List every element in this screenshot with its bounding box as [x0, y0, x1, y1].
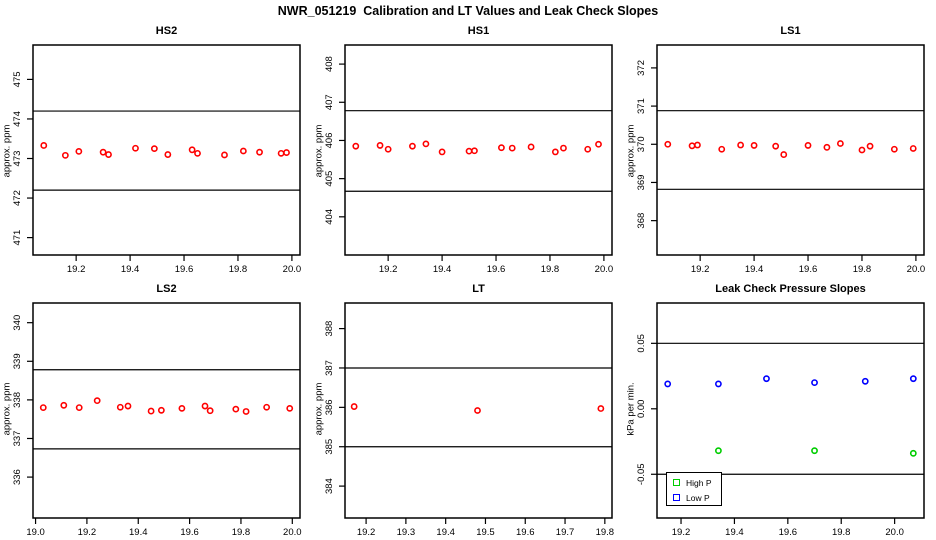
y-tick-label: 371	[636, 98, 647, 115]
data-point	[76, 149, 81, 154]
plot-border	[345, 303, 612, 518]
data-point	[867, 144, 872, 149]
data-point	[738, 142, 743, 147]
data-point	[159, 408, 164, 413]
data-point	[95, 398, 100, 403]
data-point	[195, 151, 200, 156]
y-tick-label: 369	[636, 174, 647, 191]
x-tick-label: 19.4	[120, 264, 140, 275]
data-point	[510, 145, 515, 150]
x-tick-label: 19.4	[725, 527, 744, 538]
data-point	[106, 152, 111, 157]
x-tick-label: 19.4	[744, 264, 764, 275]
y-tick-label: 473	[12, 150, 23, 167]
panel-lt	[312, 278, 624, 540]
data-point	[233, 407, 238, 412]
data-point	[911, 376, 916, 381]
data-point	[63, 153, 68, 158]
y-tick-label: 406	[324, 132, 335, 149]
y-tick-label: 0.05	[636, 334, 647, 353]
data-point	[665, 142, 670, 147]
figure-title: NWR_051219 Calibration and LT Values and Leak Check Slopes	[277, 4, 659, 18]
panel-ls2	[0, 278, 312, 540]
x-tick-label: 19.8	[540, 264, 560, 275]
legend-item-low-p	[673, 490, 721, 505]
data-point	[279, 151, 284, 156]
data-point	[61, 403, 66, 408]
panel-ls1	[624, 20, 936, 282]
data-point	[475, 408, 480, 413]
x-tick-label: 19.6	[486, 264, 506, 275]
x-tick-label: 19.6	[174, 264, 194, 275]
data-point	[838, 141, 843, 146]
x-tick-label: 19.4	[436, 527, 455, 538]
data-point	[41, 405, 46, 410]
panel-title-leak-check: Leak Check Pressure Slopes	[715, 283, 866, 295]
legend-item-high-p	[673, 475, 721, 490]
plot-border	[657, 45, 924, 255]
y-tick-label: 370	[636, 136, 647, 153]
x-tick-label: 19.4	[432, 264, 452, 275]
data-point	[863, 379, 868, 384]
data-point	[751, 143, 756, 148]
low-p-square-icon	[673, 494, 680, 501]
x-tick-label: 19.6	[516, 527, 535, 538]
y-tick-label: 368	[636, 212, 647, 229]
leak-legend	[666, 472, 722, 506]
plot-ls2	[0, 278, 312, 540]
y-tick-label: 408	[324, 56, 335, 73]
x-tick-label: 19.8	[231, 527, 251, 538]
data-point	[152, 146, 157, 151]
data-point	[499, 145, 504, 150]
y-tick-label: 0.00	[636, 399, 647, 419]
data-point	[353, 144, 358, 149]
data-point	[179, 406, 184, 411]
data-point	[859, 147, 864, 152]
y-tick-label: 475	[12, 71, 23, 88]
data-point	[439, 149, 444, 154]
data-point	[665, 381, 670, 386]
y-tick-label: 388	[324, 320, 335, 337]
data-point	[812, 448, 817, 453]
data-point	[561, 145, 566, 150]
data-point	[410, 144, 415, 149]
x-tick-label: 19.8	[831, 527, 851, 538]
x-tick-label: 19.2	[77, 527, 97, 538]
data-point	[824, 145, 829, 150]
x-tick-label: 19.8	[228, 264, 248, 275]
y-tick-label: -0.05	[636, 463, 647, 486]
y-tick-label: 338	[12, 391, 23, 408]
plot-border	[33, 303, 300, 518]
x-tick-label: 20.0	[283, 527, 302, 538]
y-tick-label: 386	[324, 399, 335, 416]
x-tick-label: 20.0	[282, 264, 302, 275]
data-point	[812, 380, 817, 385]
data-point	[689, 143, 694, 148]
data-point	[911, 451, 916, 456]
data-point	[472, 148, 477, 153]
data-point	[528, 144, 533, 149]
data-point	[243, 409, 248, 414]
plot-lt	[312, 278, 624, 540]
panel-title-ls1: LS1	[780, 25, 801, 37]
x-tick-label: 19.6	[778, 527, 798, 538]
y-tick-label: 337	[12, 430, 23, 447]
panel-title-hs2: HS2	[155, 25, 178, 37]
data-point	[598, 406, 603, 411]
data-point	[284, 150, 289, 155]
data-point	[125, 403, 130, 408]
y-tick-label: 474	[12, 111, 23, 127]
high-p-square-icon	[673, 479, 680, 486]
y-axis-label-leak-check: kPa per min.	[625, 382, 637, 436]
y-tick-label: 404	[324, 208, 335, 225]
y-axis-label-lt: approx. ppm	[313, 382, 325, 436]
data-point	[133, 146, 138, 151]
y-tick-label: 472	[12, 190, 23, 206]
y-axis-label-hs2: approx. ppm	[1, 124, 13, 178]
x-tick-label: 19.6	[798, 264, 818, 275]
y-tick-label: 405	[324, 170, 335, 187]
y-tick-label: 336	[12, 469, 23, 486]
x-tick-label: 19.2	[690, 264, 710, 275]
data-point	[377, 143, 382, 148]
x-tick-label: 19.4	[129, 527, 148, 538]
data-point	[41, 143, 46, 148]
x-tick-label: 20.0	[885, 527, 904, 538]
panel-title-hs1: HS1	[467, 25, 490, 37]
data-point	[148, 408, 153, 413]
data-point	[190, 147, 195, 152]
data-point	[716, 381, 721, 386]
data-point	[257, 150, 262, 155]
x-tick-label: 19.2	[378, 264, 398, 275]
data-point	[892, 147, 897, 152]
data-point	[208, 408, 213, 413]
legend-label-low-p: Low P	[686, 492, 710, 503]
data-point	[423, 141, 428, 146]
data-point	[101, 150, 106, 155]
x-tick-label: 19.2	[66, 264, 86, 275]
data-point	[764, 376, 769, 381]
x-tick-label: 19.8	[595, 527, 615, 538]
x-tick-label: 19.5	[476, 527, 495, 538]
plot-ls1	[624, 20, 936, 282]
panel-leak-check	[624, 278, 936, 540]
data-point	[911, 146, 916, 151]
x-tick-label: 19.2	[671, 527, 691, 538]
data-point	[165, 152, 170, 157]
y-tick-label: 384	[324, 478, 335, 495]
y-tick-label: 372	[636, 59, 647, 76]
x-tick-label: 19.7	[555, 527, 575, 538]
data-point	[118, 405, 123, 410]
data-point	[695, 142, 700, 147]
panel-hs1	[312, 20, 624, 282]
data-point	[781, 152, 786, 157]
data-point	[386, 147, 391, 152]
data-point	[222, 152, 227, 157]
data-point	[287, 406, 292, 411]
x-tick-label: 20.0	[906, 264, 926, 275]
x-tick-label: 19.6	[180, 527, 199, 538]
y-tick-label: 387	[324, 360, 335, 376]
x-tick-label: 19.2	[356, 527, 376, 538]
y-tick-label: 339	[12, 353, 23, 370]
data-point	[352, 404, 357, 409]
data-point	[77, 405, 82, 410]
x-tick-label: 19.3	[396, 527, 416, 538]
data-point	[773, 144, 778, 149]
y-tick-label: 385	[324, 438, 335, 455]
data-point	[805, 143, 810, 148]
plot-hs2	[0, 20, 312, 282]
plot-hs1	[312, 20, 624, 282]
x-tick-label: 19.8	[852, 264, 872, 275]
panel-hs2	[0, 20, 312, 282]
data-point	[202, 403, 207, 408]
data-point	[585, 147, 590, 152]
y-tick-label: 471	[12, 229, 23, 246]
data-point	[716, 448, 721, 453]
panel-title-lt: LT	[472, 283, 485, 295]
data-point	[719, 147, 724, 152]
y-tick-label: 340	[12, 314, 23, 331]
data-point	[466, 149, 471, 154]
data-point	[241, 148, 246, 153]
data-point	[596, 142, 601, 147]
y-axis-label-ls2: approx. ppm	[1, 382, 13, 436]
x-tick-label: 20.0	[594, 264, 614, 275]
panel-title-ls2: LS2	[156, 283, 177, 295]
x-tick-label: 19.0	[26, 527, 45, 538]
y-tick-label: 407	[324, 94, 335, 111]
data-point	[553, 149, 558, 154]
data-point	[264, 405, 269, 410]
y-axis-label-ls1: approx. ppm	[625, 124, 637, 178]
legend-label-high-p: High P	[686, 477, 712, 488]
y-axis-label-hs1: approx. ppm	[313, 124, 325, 178]
